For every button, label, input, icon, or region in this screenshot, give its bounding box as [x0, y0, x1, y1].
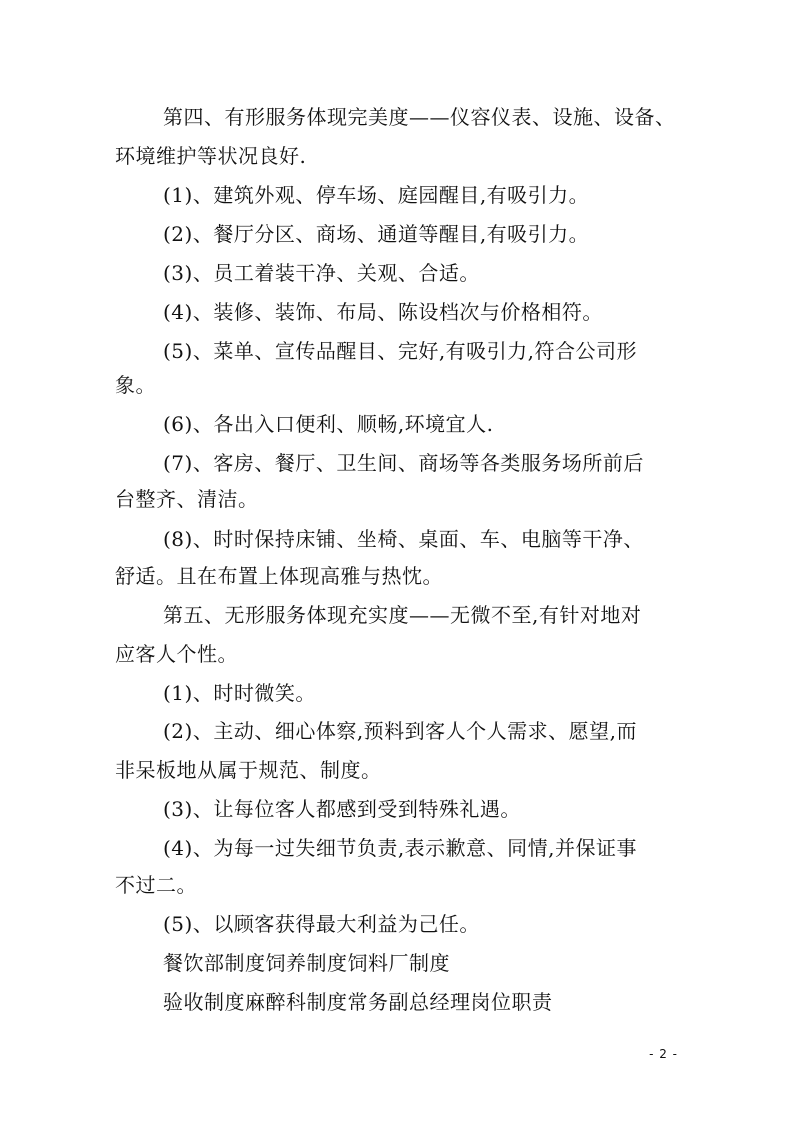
list-item-8: (8)、时时保持床铺、坐椅、桌面、车、电脑等干净、 [163, 527, 644, 551]
list-item-3: (3)、员工着装干净、关观、合适。 [163, 261, 480, 285]
page-number: - 2 - [649, 1047, 678, 1061]
list-item-6: (6)、各出入口便利、顺畅,环境宜人. [163, 412, 494, 436]
list-item-2-continued: 非呆板地从属于规范、制度。 [115, 758, 382, 782]
list-item-4: (4)、为每一过失细节负责,表示歉意、同情,并保证事 [163, 836, 638, 860]
list-item-4: (4)、装修、装饰、布局、陈设档次与价格相符。 [163, 300, 603, 324]
list-item-7-continued: 台整齐、清洁。 [115, 487, 259, 511]
list-item-4-continued: 不过二。 [115, 873, 197, 897]
list-item-1: (1)、建筑外观、停车场、庭园醒目,有吸引力。 [163, 183, 590, 207]
list-item-5: (5)、以顾客获得最大利益为己任。 [163, 912, 480, 936]
heading-section-four: 第四、有形服务体现完美度——仪容仪表、设施、设备、 [163, 105, 676, 129]
heading-section-five: 第五、无形服务体现充实度——无微不至,有针对地对 [163, 603, 642, 627]
paragraph-line: 应客人个性。 [115, 642, 238, 666]
paragraph-line: 环境维护等状况良好. [115, 144, 307, 168]
related-titles-line: 餐饮部制度饲养制度饲料厂制度 [163, 951, 450, 975]
list-item-7: (7)、客房、餐厅、卫生间、商场等各类服务场所前后 [163, 451, 644, 475]
list-item-3: (3)、让每位客人都感到受到特殊礼遇。 [163, 797, 521, 821]
list-item-8-continued: 舒适。且在布置上体现高雅与热忱。 [115, 564, 443, 588]
list-item-1: (1)、时时微笑。 [163, 681, 316, 705]
related-titles-line: 验收制度麻醉科制度常务副总经理岗位职责 [163, 990, 553, 1014]
list-item-2: (2)、餐厅分区、商场、通道等醒目,有吸引力。 [163, 222, 590, 246]
list-item-5: (5)、菜单、宣传品醒目、完好,有吸引力,符合公司形 [163, 339, 638, 363]
list-item-2: (2)、主动、细心体察,预料到客人个人需求、愿望,而 [163, 719, 638, 743]
list-item-5-continued: 象。 [115, 373, 156, 397]
